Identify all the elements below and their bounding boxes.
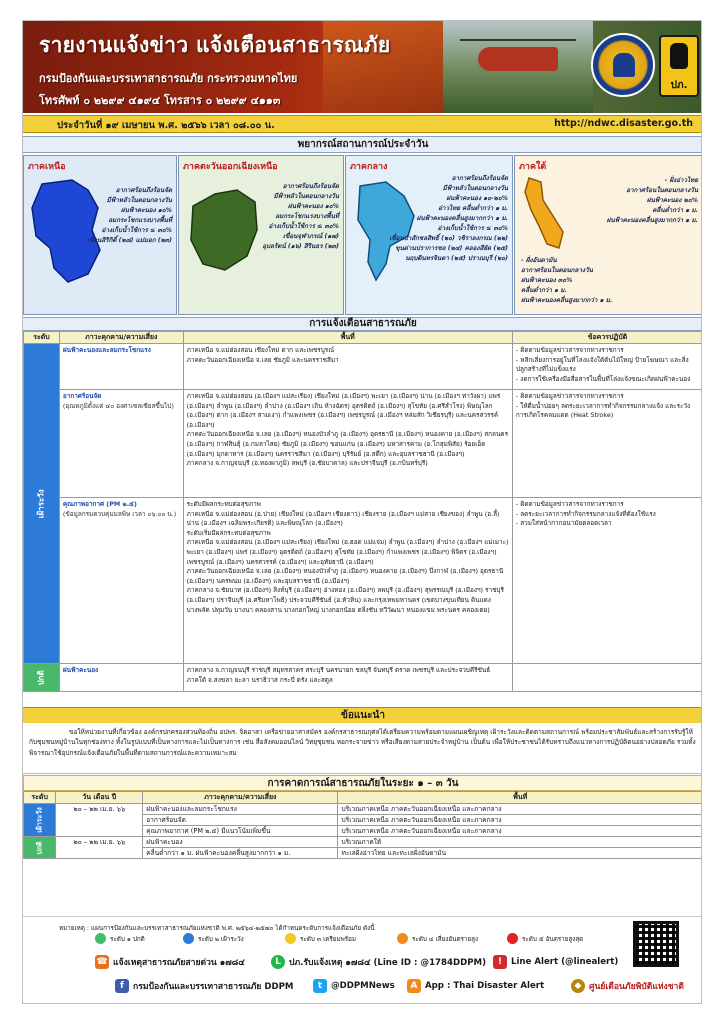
hazard-cell: คลื่นต่ำกว่า ๑ ม. ฝนฟ้าคะนองคลื่นสูงมากกว่า ๑ ม. <box>143 848 338 859</box>
report-date: ประจำวันที่ ๑๙ เมษายน พ.ศ. ๒๕๖๖ เวลา ๐๘.๐๐ น. <box>57 120 275 131</box>
col-area: พื้นที่ <box>338 792 702 804</box>
legend-label: ระดับ ๒ เฝ้าระวัง <box>198 935 244 943</box>
line-link[interactable] <box>271 955 486 969</box>
detail-line: คลื่นต่ำกว่า ๑ ม. <box>652 207 698 214</box>
bulletin-page <box>22 20 702 1004</box>
detail-line: ฝนฟ้าคะนองคลื่นสูงมากกว่า ๑ ม. <box>606 217 698 224</box>
detail-line: ฝนฟ้าคะนอง ๑๐-๒๐% <box>446 195 508 202</box>
legend-label: ระดับ ๑ ปกติ <box>110 935 145 943</box>
hazard-sub: (อุณหภูมิตั้งแต่ ๔๐ องศาเซลเซียสขึ้นไป) <box>62 401 174 410</box>
detail-line: ฝนฟ้าคะนอง ๒๐% <box>646 197 698 204</box>
green-dot-icon <box>95 933 106 944</box>
facebook-text: กรมป้องกันและบรรเทาสาธารณภัย DDPM <box>133 982 294 992</box>
legend-label: ระดับ ๔ เสี่ยงอันตรายสูง <box>412 935 479 943</box>
northeast-details <box>229 182 339 252</box>
detail-line: เขื่อนสิริกิติ์ (๒๘) แม่มอก (๒๓) <box>86 237 172 244</box>
region-name: ภาคตะวันออกเฉียงเหนือ <box>183 162 278 172</box>
header-banner <box>23 21 702 113</box>
advice-cell: - ติดตามข้อมูลข่าวสารจากทางราชการ - หลีกเลี่ยงการอยู่ในที่โล่งแจ้งใต้ต้นไม้ใหญ่ ป้ายโฆษณา และสิ่งปลูกสร้างที่ไม่แข็งแรง - งดการใช้เครื่องมือสื่อสารในพื้นที่โล่งแจ้งขณะเกิดฝนฟ้าคะนอง <box>512 344 702 390</box>
level-label: เฝ้าระวัง <box>35 807 44 833</box>
legend-level-2 <box>183 933 244 944</box>
col-area: พื้นที่ <box>183 332 512 344</box>
area-cell: บริเวณภาคใต้ <box>338 837 702 848</box>
legend-label: ระดับ ๕ อันตรายสูงสุด <box>522 935 584 943</box>
level-normal-cell <box>24 837 56 859</box>
app-link[interactable] <box>407 979 544 993</box>
detail-line: ขุนด่านปราการชล (๒๔) คลองสียัด (๒๕) <box>395 245 508 252</box>
hazard-cell <box>59 498 183 664</box>
footer-note: หมายเหตุ : แผนการป้องกันและบรรเทาสาธารณภัยแห่งชาติ พ.ศ. ๒๕๖๔-๒๕๗๐ ได้กำหนดระดับการแจ้งเตือนภัย ดังนี้ <box>59 925 375 932</box>
area-cell: บริเวณภาคเหนือ ภาคตะวันออกเฉียงเหนือ และภาคกลาง <box>338 815 702 826</box>
area-cell: ภาคเหนือ จ.แม่ฮ่องสอน (อ.เมืองฯ แม่สะเรียง) เชียงใหม่ (อ.เมืองฯ) พะเยา (อ.เมืองฯ) น่าน (อ.เมืองฯ ท่าวังผา) แพร่ (อ.เมืองฯ) ลำพูน (อ.เมืองฯ) ลำปาง (อ.เมืองฯ เถิน ห้างฉัตร) อุตรดิตถ์ (อ.เมืองฯ) สุโขทัย (อ.ศรีสำโรง) พิษณุโลก (อ.เมืองฯ) ตาก (อ.เมืองฯ สามเงา) กำแพงเพชร (อ.เมืองฯ) เพชรบูรณ์ (อ.เมืองฯ หล่มสัก วิเชียรบุรี) และนครสวรรค์ (อ.เมืองฯ) ภาคตะวันออกเฉียงเหนือ จ.เลย (อ.เมืองฯ) หนองบัวลำภู (อ.เมืองฯ) อุดรธานี (อ.เมืองฯ) หนองคาย (อ.เมืองฯ) สกลนคร (อ.เมืองฯ) กาฬสินธุ์ (อ.กมลาไสย) ชัยภูมิ (อ.เมืองฯ) ขอนแก่น (อ.เมืองฯ) มหาสารคาม (อ.โกสุมพิสัย) ร้อยเอ็ด (อ.เมืองฯ) มุกดาหาร (อ.เมืองฯ) นครราชสีมา (อ.เมืองฯ) บุรีรัมย์ (อ.สตึก) และอุบลราชธานี (อ.เมืองฯ) ภาคกลาง จ.กาญจนบุรี (อ.ทองผาภูมิ) ลพบุรี (อ.ชัยบาดาล) และปราจีนบุรี (อ.กบินทร์บุรี) <box>183 390 512 498</box>
facebook-link[interactable] <box>115 979 293 993</box>
col-hazard: ภาวะคุกคาม/ความเสี่ยง <box>59 332 183 344</box>
forecast-row <box>24 837 703 848</box>
detail-line: คลื่นต่ำกว่า ๑ ม. <box>521 287 567 294</box>
forecast-row <box>24 804 703 815</box>
region-name: ภาคเหนือ <box>28 162 66 172</box>
detail-line: ฝนฟ้าคะนองคลื่นสูงมากกว่า ๑ ม. <box>521 297 613 304</box>
warning-row <box>24 498 703 664</box>
line-alert-link[interactable] <box>493 955 618 969</box>
hazard-cell: อากาศร้อนจัด <box>143 815 338 826</box>
hotline-text: แจ้งเหตุสาธารณภัยสายด่วน ๑๗๘๔ <box>113 958 245 968</box>
hazard-sub: (ข้อมูลกรมควบคุมมลพิษ เวลา ๐๖.๐๐ น.) <box>62 509 177 518</box>
warning-table <box>23 331 702 692</box>
helicopter-icon <box>478 47 558 71</box>
advice-cell: - ติดตามข้อมูลข่าวสารจากทางราชการ - ให้ดื่มน้ำบ่อยๆ ลดระยะเวลาการทำกิจกรรมกลางแจ้ง และระวังการเกิดโรคลมแดด (Heat Stroke) <box>512 390 702 498</box>
warning-row <box>24 664 703 692</box>
footer <box>23 916 702 1004</box>
hazard-cell <box>59 344 183 390</box>
detail-line: มีฟ้าหลัวในตอนกลางวัน <box>106 197 172 204</box>
central-details <box>358 174 508 264</box>
website-link[interactable]: http://ndwc.disaster.go.th <box>554 118 693 129</box>
line-alert-text: Line Alert (@linealert) <box>511 957 619 967</box>
south-andaman-details <box>521 256 671 306</box>
report-title: รายงานแจ้งข่าว แจ้งเตือนสาธารณภัย <box>39 33 391 57</box>
warning-title: การแจ้งเตือนสาธารณภัย <box>23 317 702 331</box>
col-date: วัน เดือน ปี <box>56 792 143 804</box>
detail-line: อากาศร้อนในตอนกลางวัน <box>626 187 698 194</box>
level-label: เฝ้าระวัง <box>36 489 46 518</box>
detail-line: - ฝั่งอ่าวไทย <box>664 177 698 184</box>
hazard-name: คุณภาพอากาศ (PM ๒.๕) <box>62 500 137 508</box>
detail-line: อ่างเก็บน้ำใช้การ ≤ ๓๐% <box>268 223 339 230</box>
region-central <box>345 155 513 315</box>
app-icon: A <box>407 979 421 993</box>
forecast-3day-title: การคาดการณ์สาธารณภัยในระยะ ๑ – ๓ วัน <box>23 775 702 791</box>
area-cell: บริเวณภาคเหนือ ภาคตะวันออกเฉียงเหนือ และภาคกลาง <box>338 826 702 837</box>
detail-line: ลมกระโชกแรงบางพื้นที่ <box>275 213 339 220</box>
detail-line: อากาศร้อนถึงร้อนจัด <box>115 187 172 194</box>
detail-line: มีฟ้าหลัวในตอนกลางวัน <box>442 185 508 192</box>
hotline-link[interactable] <box>95 955 245 969</box>
detail-line: - ฝั่งอันดามัน <box>521 257 557 264</box>
detail-line: เขื่อนป่าสักชลสิทธิ์ (๒๐) วชิราลงกรณ (๒๒) <box>389 235 508 242</box>
qr-code-icon[interactable] <box>633 921 679 967</box>
hazard-cell: ฝนฟ้าคะนองและลมกระโชกแรง <box>143 804 338 815</box>
hazard-cell <box>59 664 183 692</box>
detail-line: ฝนฟ้าคะนอง ๑๐% <box>287 203 339 210</box>
advice-cell: - ติดตามข้อมูลข่าวสารจากทางราชการ - ลดระยะเวลาการทำกิจกรรมกลางแจ้งที่ต้องใช้แรง - สวมใส่หน้ากากอนามัยตลอดเวลา <box>512 498 702 664</box>
forecast-3day-table <box>23 791 702 859</box>
hazard-cell <box>59 390 183 498</box>
ndwc-text: ศูนย์เตือนภัยพิบัติแห่งชาติ <box>589 982 684 992</box>
hazard-cell: คุณภาพอากาศ (PM ๒.๕) มีแนวโน้มเพิ่มขึ้น <box>143 826 338 837</box>
level-watch-cell <box>24 344 60 664</box>
app-text: App : Thai Disaster Alert <box>425 981 545 991</box>
region-name: ภาคกลาง <box>350 162 388 172</box>
forecast-header-row <box>24 792 703 804</box>
ndwc-emblem-icon: ◆ <box>571 979 585 993</box>
detail-line: อากาศร้อนในตอนกลางวัน <box>521 267 593 274</box>
legend-level-1 <box>95 933 145 944</box>
area-cell: ระดับมีผลกระทบต่อสุขภาพ ภาคเหนือ จ.แม่ฮ่องสอน (อ.ปาย) เชียงใหม่ (อ.เมืองฯ เชียงดาว) เชียงราย (อ.เมืองฯ แม่สาย เชียงของ) ลำพูน (อ.ลี้) น่าน (อ.เมืองฯ เฉลิมพระเกียรติ) และพิษณุโลก (อ.เมืองฯ) ระดับเริ่มมีผลกระทบต่อสุขภาพ ภาคเหนือ จ.แม่ฮ่องสอน (อ.เมืองฯ แม่สะเรียง) เชียงใหม่ (อ.ฮอด แม่แจ่ม) ลำพูน (อ.เมืองฯ) ลำปาง (อ.เมืองฯ แม่เมาะ) พะเยา (อ.เมืองฯ) แพร่ (อ.เมืองฯ) อุตรดิตถ์ (อ.เมืองฯ) สุโขทัย (อ.เมืองฯ) กำแพงเพชร (อ.เมืองฯ) พิจิตร (อ.เมืองฯ) เพชรบูรณ์ (อ.เมืองฯ) นครสวรรค์ (อ.เมืองฯ) และอุทัยธานี (อ.เมืองฯ) ภาคตะวันออกเฉียงเหนือ จ.เลย (อ.เมืองฯ) หนองบัวลำภู (อ.เมืองฯ) หนองคาย (อ.เมืองฯ) บึงกาฬ (อ.เมืองฯ) อุดรธานี (อ.เมืองฯ) นครพนม (อ.เมืองฯ) และอุบลราชธานี (อ.เมืองฯ) ภาคกลาง จ.ชัยนาท (อ.เมืองฯ) สิงห์บุรี (อ.เมืองฯ) อ่างทอง (อ.เมืองฯ) ลพบุรี (อ.เมืองฯ) สุพรรณบุรี (อ.เมืองฯ) ราชบุรี (อ.เมืองฯ) ปราจีนบุรี (อ.ศรีมหาโพธิ) ประจวบคีรีขันธ์ (อ.หัวหิน) และกรุงเทพมหานคร (เขตบางขุนเทียน ดินแดง บางพลัด ปทุมวัน บางนา คลองสาน บางกอกใหญ่ บางกอกน้อย ตลิ่งชัน ทวีวัฒนา หนองแขม พระนคร คลองเตย) <box>183 498 512 664</box>
col-advice: ข้อควรปฏิบัติ <box>512 332 702 344</box>
detail-line: อุบลรัตน์ (๑๖) สิรินธร (๒๓) <box>262 243 339 250</box>
warning-header-row <box>24 332 703 344</box>
ministry-seal-icon <box>591 33 655 97</box>
detail-line: เขื่อนจุฬาภรณ์ (๑๗) <box>282 233 339 240</box>
area-cell: ภาคกลาง จ.กาญจนบุรี ราชบุรี สมุทรสาคร สระบุรี นครนายก ชลบุรี จันทบุรี ตราด เพชรบุรี และประจวบคีรีขันธ์ ภาคใต้ จ.สงขลา ยะลา นราธิวาส กระบี่ ตรัง และสตูล <box>183 664 512 692</box>
logo-text: ปภ. <box>670 80 688 91</box>
hand-icon <box>670 43 688 69</box>
legend-level-4 <box>397 933 478 944</box>
detail-line: ฝนฟ้าคะนองคลื่นสูงมากกว่า ๑ ม. <box>416 215 508 222</box>
line-text: ปภ.รับแจ้งเหตุ ๑๗๘๔ (Line ID : @1784DDPM) <box>289 958 487 968</box>
level-label: ปกติ <box>36 669 46 686</box>
detail-line: อ่างเก็บน้ำใช้การ ≤ ๓๐% <box>437 225 508 232</box>
twitter-icon: t <box>313 979 327 993</box>
detail-line: นฤบดินทรจินดา (๒๕) ปราณบุรี (๒๐) <box>405 255 508 262</box>
area-cell: ทะเลฝั่งอ่าวไทย และทะเลฝั่งอันดามัน <box>338 848 702 859</box>
warning-row <box>24 344 703 390</box>
detail-line: มีฟ้าหลัวในตอนกลางวัน <box>273 193 339 200</box>
hazard-cell: ฝนฟ้าคะนอง <box>143 837 338 848</box>
red-dot-icon <box>507 933 518 944</box>
alert-icon: ! <box>493 955 507 969</box>
ndwc-link[interactable] <box>571 979 684 993</box>
date-cell: ๒๐ – ๒๒ เม.ย. ๖๖ <box>56 837 143 859</box>
region-name: ภาคใต้ <box>519 162 547 172</box>
org-name: กรมป้องกันและบรรเทาสาธารณภัย กระทรวงมหาดไทย <box>39 72 298 85</box>
detail-line: อ่าวไทย คลื่นต่ำกว่า ๑ ม. <box>438 205 508 212</box>
hazard-name: ฝนฟ้าคะนองและลมกระโชกแรง <box>62 346 151 354</box>
orange-dot-icon <box>397 933 408 944</box>
twitter-link[interactable] <box>313 979 395 993</box>
detail-line: อากาศร้อนถึงร้อนจัด <box>282 183 339 190</box>
detail-line: อากาศร้อนถึงร้อนจัด <box>451 175 508 182</box>
col-hazard: ภาวะคุกคาม/ความเสี่ยง <box>143 792 338 804</box>
area-cell: บริเวณภาคเหนือ ภาคตะวันออกเฉียงเหนือ และภาคกลาง <box>338 804 702 815</box>
legend-label: ระดับ ๓ เตรียมพร้อม <box>300 935 357 943</box>
advice-title: ข้อแนะนำ <box>23 707 702 723</box>
detail-line: ฝนฟ้าคะนอง ๑๐% <box>120 207 172 214</box>
north-details <box>54 186 172 246</box>
level-watch-cell <box>24 804 56 837</box>
region-northeast <box>178 155 344 315</box>
forecast-today-title: พยากรณ์สถานการณ์ประจำวัน <box>23 136 702 153</box>
phone-icon: ☎ <box>96 957 108 967</box>
date-cell: ๒๐ – ๒๒ เม.ย. ๖๖ <box>56 804 143 837</box>
yellow-dot-icon <box>285 933 296 944</box>
blue-dot-icon <box>183 933 194 944</box>
col-level: ระดับ <box>24 332 60 344</box>
col-level: ระดับ <box>24 792 56 804</box>
line-icon: L <box>271 955 285 969</box>
legend-level-3 <box>285 933 356 944</box>
detail-line: ฝนฟ้าคะนอง ๓๐% <box>521 277 573 284</box>
ddpm-logo <box>659 35 699 97</box>
hazard-name: อากาศร้อนจัด <box>62 392 102 400</box>
level-label: ปกติ <box>35 840 44 855</box>
date-bar <box>23 115 702 133</box>
level-normal-cell <box>24 664 60 692</box>
region-north <box>23 155 177 315</box>
advice-text: ขอให้หน่วยงานที่เกี่ยวข้อง องค์กรปกครองส่วนท้องถิ่น อปพร. จิตอาสา เครือข่ายอาสาสมัคร องค์กรสาธารณกุศลได้เตรียมความพร้อมตามแผนเผชิญเหตุ เฝ้าระวังและติดตามสถานการณ์ พร้อมประชาสัมพันธ์และสร้างการรับรู้ให้กับชุมชนหมู่บ้านในทุกช่องทาง ทั้งในรูปแบบที่เป็นทางการและไม่เป็นทางการ เช่น สื่อสังคมออนไลน์ วิทยุชุมชน หอกระจายข่าว หรือเสียงตามสายประจำหมู่บ้าน เป็นต้น เพื่อให้ประชาชนได้รับทราบถึงแนวทางการปฏิบัติตนอย่างปลอดภัย รวมทั้งพิจารณาใช้อุปกรณ์แจ้งเตือนภัยในพื้นที่ตามสถานการณ์และความเหมาะสม <box>23 724 702 774</box>
hazard-name: ฝนฟ้าคะนอง <box>62 666 99 674</box>
twitter-text: @DDPMNews <box>331 981 395 991</box>
south-gulf-details <box>548 176 698 226</box>
contact-numbers: โทรศัพท์ ๐ ๒๒๙๙ ๔๑๙๔ โทรสาร ๐ ๒๒๙๙ ๔๑๑๓ <box>39 94 281 107</box>
detail-line: ลมกระโชกแรงบางพื้นที่ <box>108 217 172 224</box>
area-cell: ภาคเหนือ จ.แม่ฮ่องสอน เชียงใหม่ ตาก และเพชรบูรณ์ ภาคตะวันออกเฉียงเหนือ จ.เลย ชัยภูมิ และนครราชสีมา <box>183 344 512 390</box>
facebook-icon: f <box>115 979 129 993</box>
region-south <box>514 155 702 315</box>
advice-cell <box>512 664 702 692</box>
warning-row <box>24 390 703 498</box>
detail-line: อ่างเก็บน้ำใช้การ ≤ ๓๐% <box>101 227 172 234</box>
legend-level-5 <box>507 933 583 944</box>
